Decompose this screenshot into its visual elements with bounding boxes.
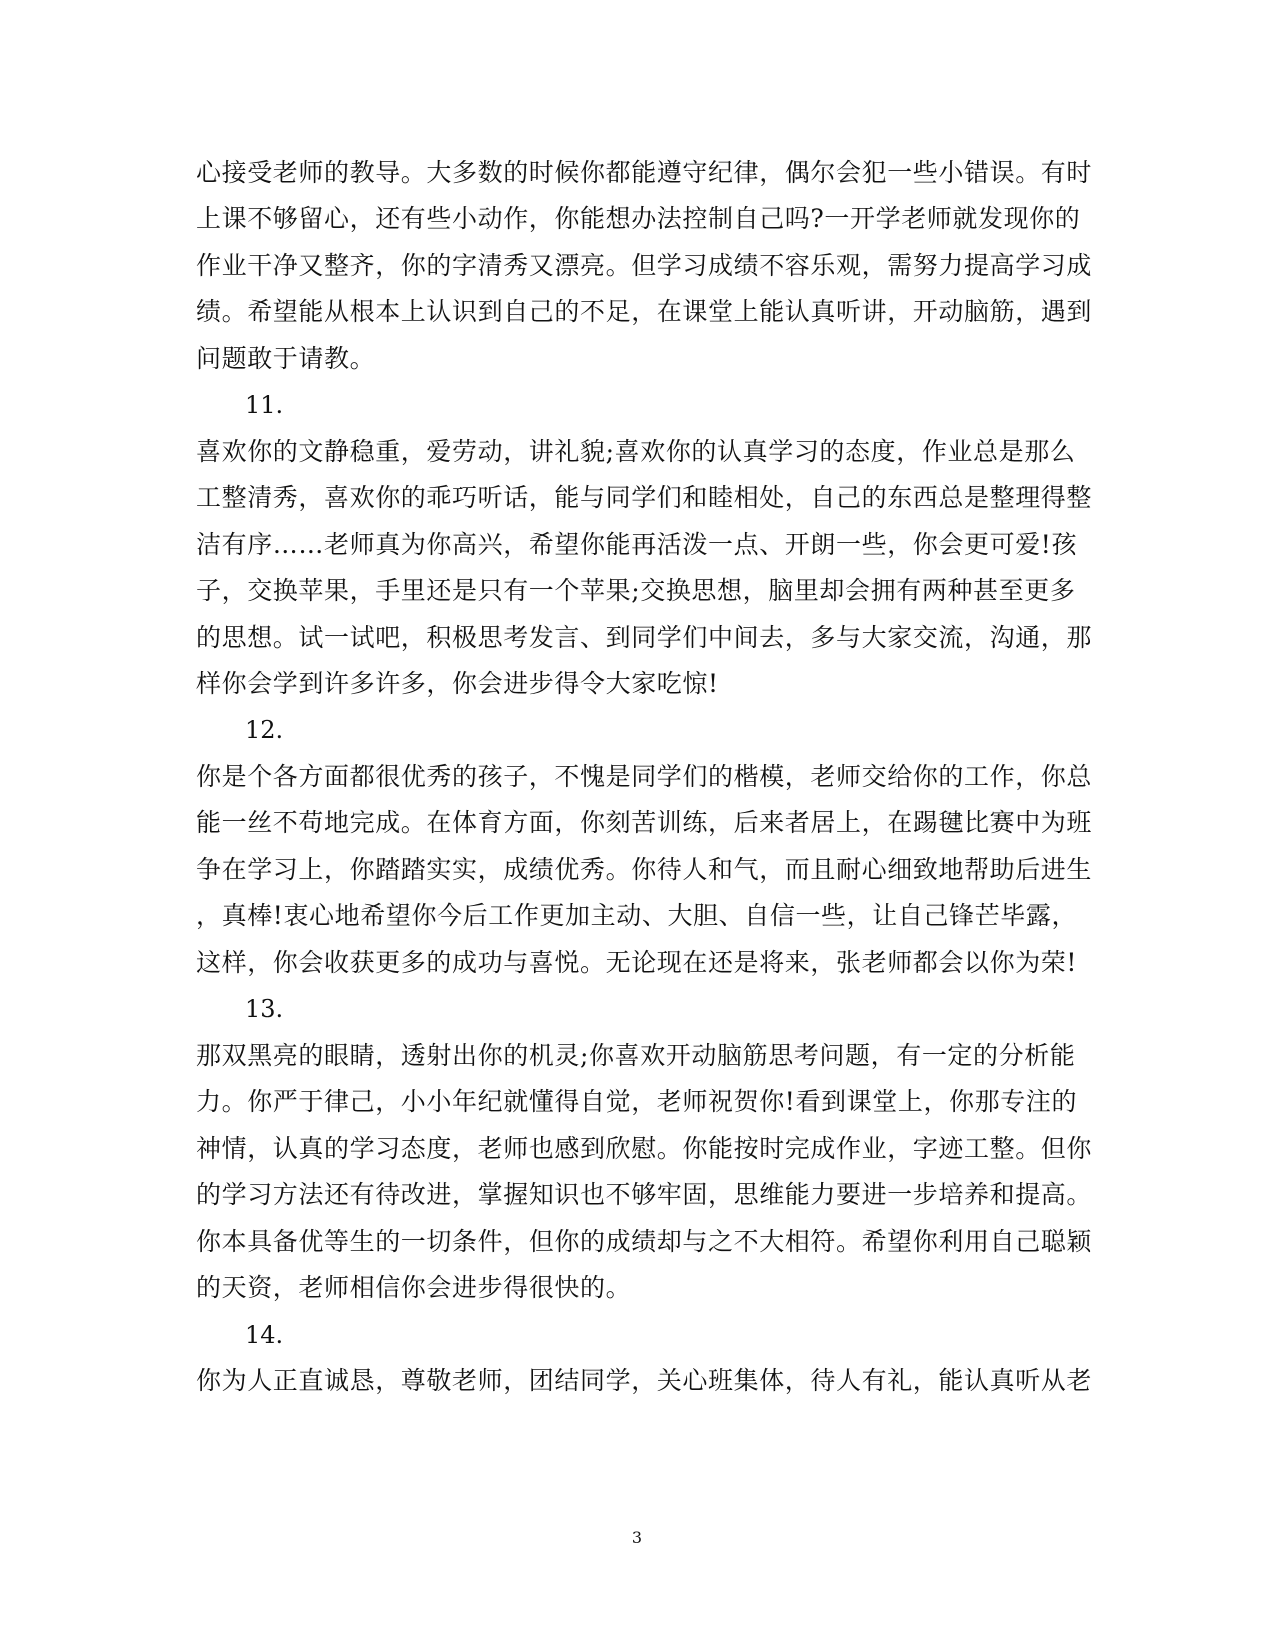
text-line: 样你会学到许多许多，你会进步得令大家吃惊! [196,669,719,698]
text-line: 的思想。试一试吧，积极思考发言、到同学们中间去，多与大家交流，沟通，那 [196,623,1093,652]
item-number: 11. [245,391,284,419]
item-number: 14. [245,1321,284,1349]
text-line: 能一丝不苟地完成。在体育方面，你刻苦训练，后来者居上，在踢毽比赛中为班 [196,808,1093,837]
text-line: 你是个各方面都很优秀的孩子，不愧是同学们的楷模，老师交给你的工作，你总 [196,762,1093,791]
text-line: 那双黑亮的眼睛，透射出你的机灵;你喜欢开动脑筋思考问题，有一定的分析能 [196,1041,1076,1070]
text-line: 问题敢于请教。 [196,344,376,373]
text-line: 喜欢你的文静稳重，爱劳动，讲礼貌;喜欢你的认真学习的态度，作业总是那么 [196,437,1076,466]
text-line: ，真棒!衷心地希望你今后工作更加主动、大胆、自信一些，让自己锋芒毕露， [196,901,1078,930]
text-line: 工整清秀，喜欢你的乖巧听话，能与同学们和睦相处，自己的东西总是整理得整 [196,483,1093,512]
item-number: 13. [245,995,284,1023]
page-number: 3 [631,1528,643,1547]
text-line: 心接受老师的教导。大多数的时候你都能遵守纪律，偶尔会犯一些小错误。有时 [196,158,1093,187]
text-line: 洁有序……老师真为你高兴，希望你能再活泼一点、开朗一些，你会更可爱!孩 [196,530,1078,559]
text-line: 你本具备优等生的一切条件，但你的成绩却与之不大相符。希望你利用自己聪颖 [196,1227,1093,1256]
text-line: 绩。希望能从根本上认识到自己的不足，在课堂上能认真听讲，开动脑筋，遇到 [196,297,1093,326]
item-number: 12. [245,716,284,744]
text-line: 子，交换苹果，手里还是只有一个苹果;交换思想，脑里却会拥有两种甚至更多 [196,576,1076,605]
text-line: 力。你严于律己，小小年纪就懂得自觉，老师祝贺你!看到课堂上，你那专注的 [196,1087,1078,1116]
text-line: 神情，认真的学习态度，老师也感到欣慰。你能按时完成作业，字迹工整。但你 [196,1134,1093,1163]
text-line: 你为人正直诚恳，尊敬老师，团结同学，关心班集体，待人有礼，能认真听从老 [196,1366,1093,1395]
text-line: 这样，你会收获更多的成功与喜悦。无论现在还是将来，张老师都会以你为荣! [196,948,1078,977]
text-line: 的学习方法还有待改进，掌握知识也不够牢固，思维能力要进一步培养和提高。 [196,1180,1093,1209]
text-line: 争在学习上，你踏踏实实，成绩优秀。你待人和气，而且耐心细致地帮助后进生 [196,855,1093,884]
text-line: 作业干净又整齐，你的字清秀又漂亮。但学习成绩不容乐观，需努力提高学习成 [196,251,1093,280]
text-line: 上课不够留心，还有些小动作，你能想办法控制自己吗?一开学老师就发现你的 [196,204,1081,233]
text-line: 的天资，老师相信你会进步得很快的。 [196,1273,632,1302]
